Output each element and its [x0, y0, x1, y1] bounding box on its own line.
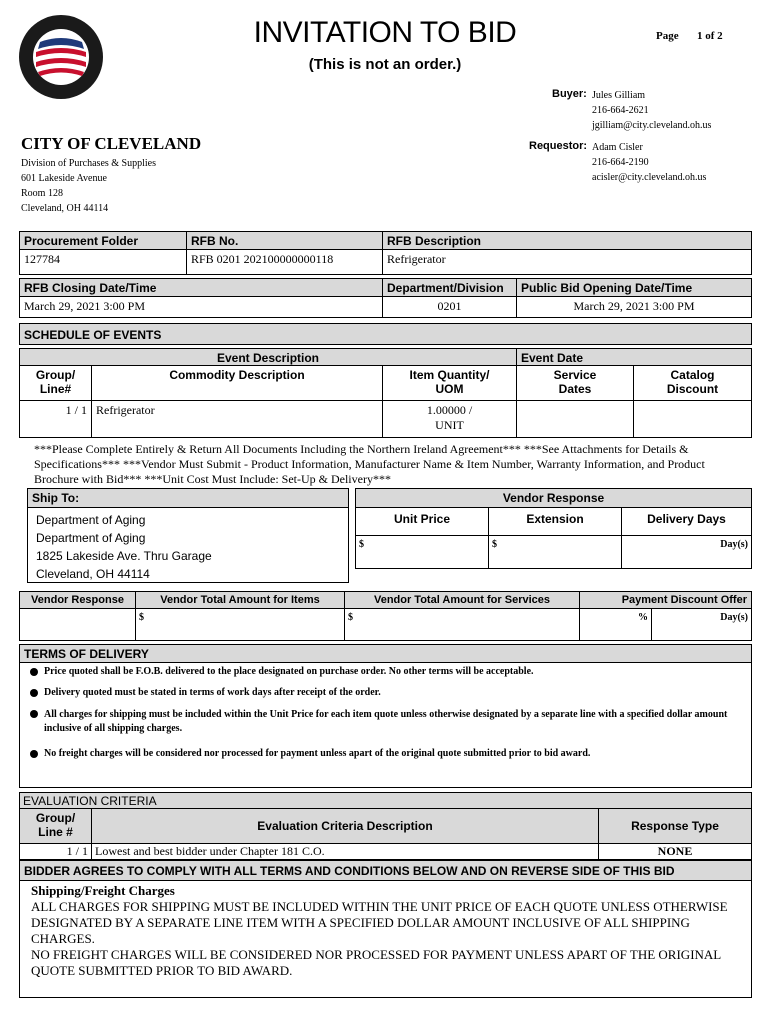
evaluation-desc-header: Evaluation Criteria Description	[91, 808, 599, 844]
department-label: Department/Division	[382, 278, 517, 297]
org-address	[21, 156, 156, 216]
ship-to-label: Ship To:	[27, 488, 349, 508]
bullet-icon	[30, 689, 38, 697]
buyer-name: Jules Gilliam	[592, 90, 646, 101]
vendor-response-title: Vendor Response	[355, 488, 752, 508]
requestor-info	[592, 140, 706, 185]
discount-percent-input[interactable]: %	[579, 608, 652, 641]
unit-price-input[interactable]: $	[355, 535, 489, 569]
totals-vendor-response-input[interactable]	[19, 608, 136, 641]
total-services-label: Vendor Total Amount for Services	[344, 591, 580, 609]
event-description-label: Event Description	[19, 348, 517, 366]
evaluation-group-header: Group/ Line #	[19, 808, 92, 844]
catalog-discount-header: Catalog Discount	[633, 365, 752, 401]
terms-item	[30, 748, 742, 759]
extension-header: Extension	[488, 507, 622, 536]
terms-item	[30, 708, 742, 736]
closing-date-value: March 29, 2021 3:00 PM	[19, 296, 383, 318]
schedule-title: SCHEDULE OF EVENTS	[19, 323, 752, 345]
delivery-days-input[interactable]: Day(s)	[621, 535, 752, 569]
terms-item	[30, 687, 742, 698]
opening-date-label: Public Bid Opening Date/Time	[516, 278, 752, 297]
terms-item-text: Delivery quoted must be stated in terms of work days after receipt of the order.	[44, 687, 381, 698]
rfb-no-label: RFB No.	[186, 231, 383, 250]
page-label: Page	[656, 30, 679, 42]
agreement-line-2: NO FREIGHT CHARGES WILL BE CONSIDERED NOR PROCESSED FOR PAYMENT UNLESS APART OF THE ORIGINAL QUOTE SUBMITTED PRIOR TO BID AWARD.	[31, 947, 721, 978]
requestor-email[interactable]: acisler@city.cleveland.oh.us	[592, 172, 707, 183]
group-line-header: Group/ Line#	[19, 365, 92, 401]
rfb-no-value: RFB 0201 202100000000118	[186, 249, 383, 275]
ship-to-line-1: Department of Aging	[36, 513, 146, 527]
bid-notes: ***Please Complete Entirely & Return All Documents Including the Northern Ireland Agreement*** ***See Attachments for Details & Specifications*** ***Vendor Must Submit - Product Information, Manufacturer Name & Item Number, Warranty Information, and Product Brochure with Bid*** ***Unit Cost Must Include: Set-Up & Delivery***	[34, 442, 705, 486]
page-number: 1 of 2	[697, 30, 723, 42]
city-seal-logo	[18, 14, 104, 100]
page-title: INVITATION TO BID	[253, 16, 517, 49]
ship-to-address	[27, 507, 349, 583]
terms-title: TERMS OF DELIVERY	[19, 644, 752, 663]
org-city: Cleveland, OH 44114	[21, 203, 109, 214]
rfb-description-label: RFB Description	[382, 231, 752, 250]
bullet-icon	[30, 668, 38, 676]
page-subtitle: (This is not an order.)	[308, 56, 462, 73]
bullet-icon	[30, 710, 38, 718]
evaluation-response-type: NONE	[598, 843, 752, 860]
org-division: Division of Purchases & Supplies	[21, 158, 156, 169]
commodity-header: Commodity Description	[91, 365, 383, 401]
unit-price-header: Unit Price	[355, 507, 489, 536]
totals-vendor-response-label: Vendor Response	[19, 591, 136, 609]
ship-to-line-4: Cleveland, OH 44114	[36, 567, 150, 581]
item-line: 1 / 1	[19, 400, 92, 438]
total-items-input[interactable]: $	[135, 608, 345, 641]
requestor-name: Adam Cisler	[592, 142, 643, 153]
response-type-header: Response Type	[598, 808, 752, 844]
evaluation-desc: Lowest and best bidder under Chapter 181 C.O.	[91, 843, 599, 860]
agreement-body	[31, 883, 743, 979]
service-dates-header: Service Dates	[516, 365, 634, 401]
org-room: Room 128	[21, 188, 63, 199]
org-street: 601 Lakeside Avenue	[21, 173, 107, 184]
agreement-subtitle: Shipping/Freight Charges	[31, 883, 175, 898]
procurement-folder-label: Procurement Folder	[19, 231, 187, 250]
total-services-input[interactable]: $	[344, 608, 580, 641]
opening-date-value: March 29, 2021 3:00 PM	[516, 296, 752, 318]
total-items-label: Vendor Total Amount for Items	[135, 591, 345, 609]
buyer-info	[592, 88, 711, 133]
item-quantity: 1.00000 / UNIT	[382, 400, 517, 438]
item-service-dates	[516, 400, 634, 438]
rfb-description-value: Refrigerator	[382, 249, 752, 275]
department-value: 0201	[382, 296, 517, 318]
item-catalog-discount	[633, 400, 752, 438]
payment-discount-label: Payment Discount Offer	[579, 591, 752, 609]
ship-to-line-3: 1825 Lakeside Ave. Thru Garage	[36, 549, 212, 563]
requestor-label: Requestor:	[529, 140, 588, 152]
buyer-email[interactable]: jgilliam@city.cleveland.oh.us	[592, 120, 712, 131]
terms-item	[30, 666, 742, 677]
requestor-phone: 216-664-2190	[592, 157, 649, 168]
buyer-label: Buyer:	[552, 88, 587, 100]
org-name: CITY OF CLEVELAND	[21, 134, 202, 153]
ship-to-line-2: Department of Aging	[36, 531, 146, 545]
item-description: Refrigerator	[91, 400, 383, 438]
agreement-title: BIDDER AGREES TO COMPLY WITH ALL TERMS AND CONDITIONS BELOW AND ON REVERSE SIDE OF THIS BID	[19, 860, 752, 881]
terms-item-text: All charges for shipping must be included within the Unit Price for each item quote unless otherwise designated by a separate line with a specified dollar amount inclusive of all shipping charges.	[44, 709, 728, 734]
buyer-phone: 216-664-2621	[592, 105, 649, 116]
event-date-label: Event Date	[516, 348, 752, 366]
terms-list	[30, 666, 742, 759]
discount-days-input[interactable]: Day(s)	[651, 608, 752, 641]
delivery-days-header: Delivery Days	[621, 507, 752, 536]
closing-date-label: RFB Closing Date/Time	[19, 278, 383, 297]
bullet-icon	[30, 750, 38, 758]
terms-item-text: Price quoted shall be F.O.B. delivered to the place designated on purchase order. No other terms will be acceptable.	[44, 666, 534, 677]
agreement-line-1: ALL CHARGES FOR SHIPPING MUST BE INCLUDED WITHIN THE UNIT PRICE OF EACH QUOTE UNLESS OTHERWISE DESIGNATED BY A SEPARATE LINE ITEM WITH A SPECIFIED DOLLAR AMOUNT INCLUSIVE OF ALL SHIPPING CHARGES.	[31, 899, 728, 946]
terms-item-text: No freight charges will be considered nor processed for payment unless apart of the original quote submitted prior to bid award.	[44, 748, 591, 759]
quantity-header: Item Quantity/ UOM	[382, 365, 517, 401]
procurement-folder-value: 127784	[19, 249, 187, 275]
evaluation-title: EVALUATION CRITERIA	[19, 792, 752, 809]
extension-input[interactable]: $	[488, 535, 622, 569]
evaluation-line: 1 / 1	[19, 843, 92, 860]
